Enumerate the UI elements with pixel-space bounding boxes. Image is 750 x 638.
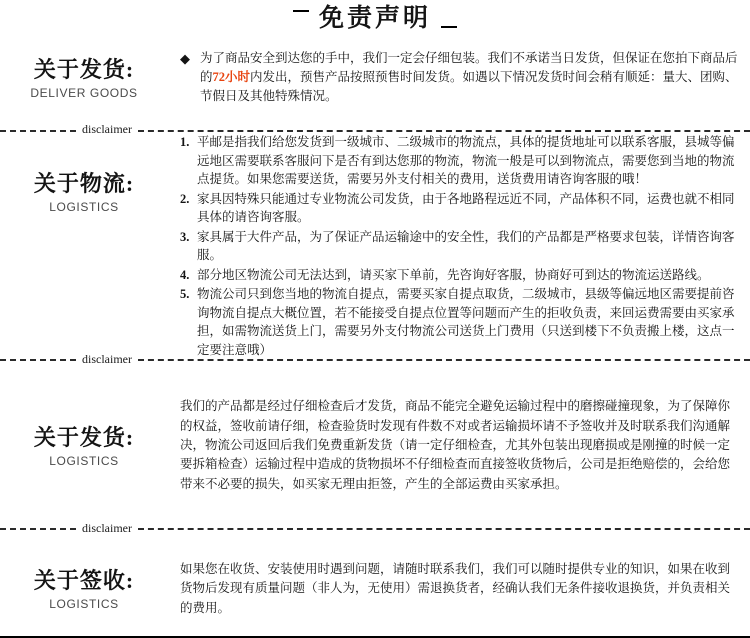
numbered-list <box>180 133 742 359</box>
item-text: 平邮是指我们给您发货到一级城市、二级城市的物流点，具体的提货地址可以联系客服，县城等偏远地区需要联系客服问下是否有到达您那的物流，物流一般是可以到物流点，需要您到当地的物流点提货。如果您需要送货，需要另外支付相关的费用，送货费用请咨询客服的哦！ <box>197 135 735 187</box>
paragraph-text <box>200 49 742 107</box>
section-body <box>168 540 750 636</box>
divider-dash-left <box>0 528 76 530</box>
list-item <box>180 133 742 189</box>
page-header <box>0 0 750 33</box>
section-label-cn: 关于发货: <box>33 425 135 451</box>
section-logistics <box>0 135 750 357</box>
divider-dash-right <box>138 130 750 132</box>
divider-dash-left <box>0 359 76 361</box>
section-label-en: LOGISTICS <box>49 454 119 469</box>
title-decor-right-line <box>441 26 457 28</box>
list-item <box>180 228 742 265</box>
item-text: 家具因特殊只能通过专业物流公司发货，由于各地路程远近不同，产品体积不同，运费也就不相同具体的请咨询客服。 <box>197 191 735 225</box>
text-after-highlight: 内发出，预售产品按照预售时间发货。如遇以下情况发货时间会稍有顺延：量大、团购、节假日及其他特殊情况。 <box>200 69 738 104</box>
divider-label: disclaimer <box>82 520 132 535</box>
item-text: 家具属于大件产品，为了保证产品运输途中的安全性，我们的产品都是严格要求包装，详情咨询客服。 <box>197 229 735 263</box>
item-number: 2. <box>180 191 190 206</box>
section-label-logistics <box>0 141 168 349</box>
divider-dash-right <box>138 528 750 530</box>
title-decor-left-line <box>293 10 309 12</box>
divider-dash-left <box>0 130 76 132</box>
section-label-inspection <box>0 371 168 518</box>
divider-dash-right <box>138 359 750 361</box>
section-label-deliver-goods <box>0 33 168 119</box>
item-number: 1. <box>180 135 190 150</box>
section-body <box>168 135 750 357</box>
page-title: 免责声明 <box>318 4 431 32</box>
item-number: 3. <box>180 229 190 244</box>
list-item <box>180 285 742 359</box>
item-text: 物流公司只到您当地的物流自提点，需要买家自提点取货，二级城市，县级等偏远地区需要提前咨询物流自提点大概位置，若不能接受自提点位置等问题而产生的拒收负责，来回运费需要由买家承担，如需物流送货上门，需要另外支付物流公司送货上门费用（只送到楼下不负责搬上楼，这点一定要注意哦） <box>197 287 735 357</box>
text-before-highlight: 为了商品安全到达您的手中，我们一定会仔细包装。我们不承诺当日发货，但保证在您拍下商品后的 <box>200 50 738 84</box>
section-label-cn: 关于发货: <box>33 57 135 83</box>
section-body <box>168 33 750 119</box>
divider <box>0 349 750 371</box>
section-label-sign-receipt <box>0 540 168 636</box>
divider-label: disclaimer <box>82 122 132 137</box>
section-deliver-goods <box>0 33 750 119</box>
paragraph-text: 我们的产品都是经过仔细检查后才发货，商品不能完全避免运输过程中的磨擦碰撞现象，为了保障你的权益，签收前请仔细，检查验货时发现有件数不对或者运输损坏请不予签收并及时联系我们沟通解决，物流公司返回后我们免费重新发货（请一定仔细检查，尤其外包装出现磨损或是刚撞的时候一定要拆箱检查）运输过程中造成的货物损坏不仔细检查而直接签收货物后，公司是拒绝赔偿的，会给您带来不必要的损失，如买家无理由拒签，产生的全部运费由买家承担。 <box>180 399 731 491</box>
section-sign-receipt <box>0 540 750 636</box>
item-text: 部分地区物流公司无法达到，请买家下单前，先咨询好客服，协商好可到达的物流运送路线。 <box>197 267 710 282</box>
divider-label: disclaimer <box>82 351 132 366</box>
section-label-cn: 关于物流: <box>33 171 135 197</box>
item-number: 4. <box>180 267 190 282</box>
section-label-en: DELIVER GOODS <box>30 86 138 101</box>
diamond-bullet-icon: ◆ <box>180 50 190 66</box>
section-label-en: LOGISTICS <box>49 597 119 612</box>
item-number: 5. <box>180 287 190 302</box>
section-inspection <box>0 371 750 518</box>
list-item <box>180 266 742 285</box>
section-label-cn: 关于签收: <box>33 568 135 594</box>
paragraph-text: 如果您在收货、安装使用时遇到问题，请随时联系我们，我们可以随时提供专业的知识，如果在收到货物后发现有质量问题（非人为，无使用）需退换货者，经确认我们无条件接收退换货，并负责相关的费用。 <box>180 561 731 615</box>
section-label-en: LOGISTICS <box>49 200 119 215</box>
highlight-72hours: 72小时 <box>212 69 251 84</box>
section-body <box>168 371 750 518</box>
list-item <box>180 190 742 227</box>
divider <box>0 518 750 540</box>
paragraph <box>180 49 742 107</box>
